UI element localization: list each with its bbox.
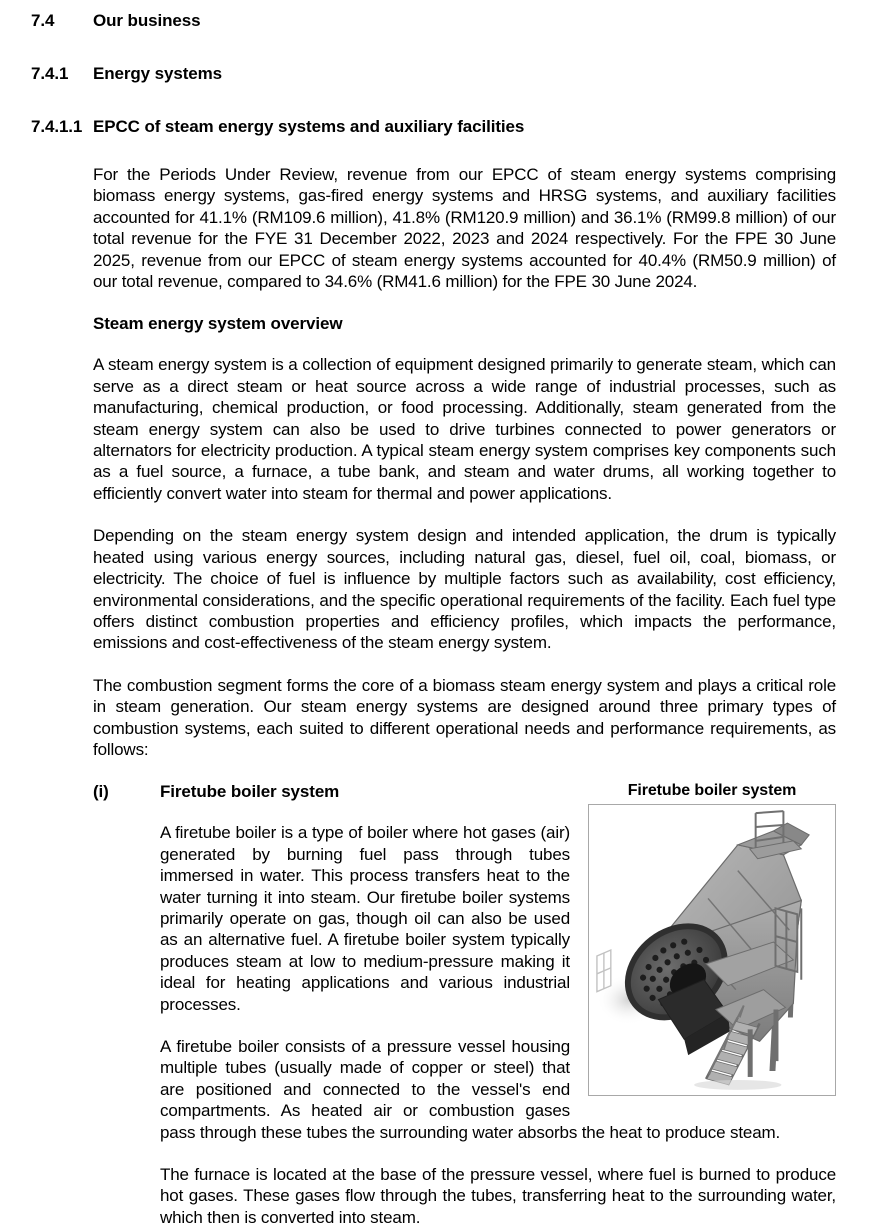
item-i-title: Firetube boiler system [160,782,340,802]
item-i-paragraph-2: A firetube boiler consists of a pressure vessel housing multiple tubes (usually made of copper or steel) that are positioned and connected to the vessel's end compartments. As heated air or combustion gases pass through these tubes the surrounding water absorbs the heat to produce steam. [160,1037,781,1142]
subheading-steam-energy-system-overview: Steam energy system overview [93,314,343,334]
item-i-block [93,781,836,1228]
heading-7-4-1-number: 7.4.1 [31,64,69,83]
overview-paragraph-3: The combustion segment forms the core of a biomass steam energy system and plays a critical role in steam generation. Our steam energy systems are designed around three primary types of combustion systems, each suited to different operational needs and performance requirements, as follows: [93,675,836,759]
figure-firetube-boiler [588,781,836,1096]
heading-7-4-1-1 [31,116,879,137]
item-i-paragraph-3: The furnace is located at the base of the pressure vessel, where fuel is burned to produce hot gases. These gases flow through the tubes, transferring heat to the surrounding water, which then is converted into steam. [160,1165,836,1227]
figure-frame [588,804,836,1096]
heading-7-4-1-1-number: 7.4.1.1 [31,117,83,136]
overview-paragraph-1: A steam energy system is a collection of equipment designed primarily to generate steam, which can serve as a direct steam or heat source across a wide range of industrial processes, such as manufacturing, chemical production, or food processing. Additionally, steam generated from the steam energy system can also be used to drive turbines connected to power generators or alternators for electricity production. A typical steam energy system comprises key components such as a fuel source, a furnace, a tube bank, and steam and water drums, all working together to efficiently convert water into steam for thermal and power applications. [93,355,836,503]
content-column [93,164,836,1228]
heading-7-4 [31,10,879,31]
intro-paragraph: For the Periods Under Review, revenue from our EPCC of steam energy systems comprising biomass energy systems, gas-fired energy systems and HRSG systems, and auxiliary facilities accounted for 41.1% (RM109.6 million), 41.8% (RM120.9 million) and 36.1% (RM99.8 million) of our total revenue for the FYE 31 December 2022, 2023 and 2024 respectively. For the FPE 30 June 2025, revenue from our EPCC of steam energy systems accounted for 40.4% (RM50.9 million) of our total revenue, compared to 34.6% (RM41.6 million) for the FPE 30 June 2024. [93,165,836,292]
heading-7-4-number: 7.4 [31,11,55,30]
heading-7-4-text: Our business [93,11,201,30]
figure-caption: Firetube boiler system [627,782,797,800]
document-page [0,10,879,1227]
firetube-boiler-illustration [589,805,835,1095]
item-i-paragraph-1: A firetube boiler is a type of boiler where hot gases (air) generated by burning fuel pass through tubes immersed in water. This process transfers heat to the water turning it into steam. Our firetube boiler systems primarily operate on gas, though oil can also be used as an alternative fuel. A firetube boiler system typically produces steam at low to medium-pressure making it ideal for heating applications and various industrial processes. [160,823,570,1014]
item-i-heading [93,781,570,802]
heading-7-4-1-1-text: EPCC of steam energy systems and auxiliary facilities [93,117,525,136]
item-i-marker: (i) [93,782,109,802]
overview-paragraph-2: Depending on the steam energy system design and intended application, the drum is typically heated using various energy sources, including natural gas, diesel, fuel oil, coal, biomass, or electricity. The choice of fuel is influence by multiple factors such as availability, cost efficiency, environmental considerations, and the specific operational requirements of the facility. Each fuel type offers distinct combustion properties and efficiency profiles, which impacts the performance, emissions and cost-effectiveness of the steam energy system. [93,526,836,653]
heading-7-4-1-text: Energy systems [93,64,223,83]
heading-7-4-1 [31,63,879,84]
